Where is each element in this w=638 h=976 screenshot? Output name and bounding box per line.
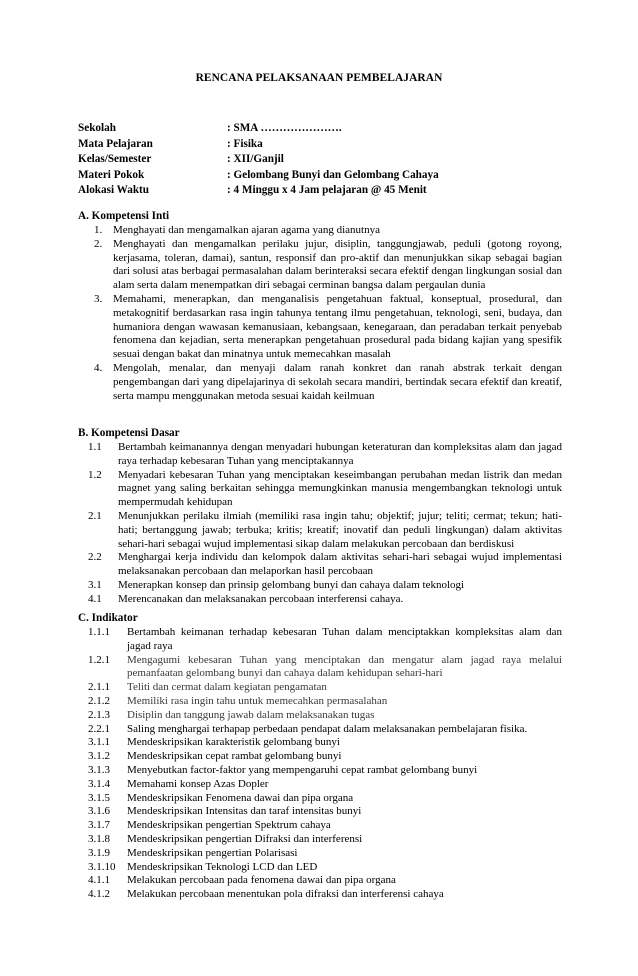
item-number: 1. — [94, 224, 103, 236]
item-number: 3.1.2 — [88, 750, 110, 763]
item-number: 3.1.6 — [88, 805, 110, 818]
item-text: Memahami, menerapkan, dan menganalisis pengetahuan faktual, konseptual, prosedural, dan metakognitif berdasarkan rasa ingin tahunya tentang ilmu pengetahuan, teknologi, seni, budaya, dan humaniora dengan wawasan kemanusiaan, kebangsaan, kenegaraan, dan peradaban terkait penyebab fenomena dan kejadian, serta menerapkan pengetahuan prosedural pada bidang kajian yang spesifik sesuai dengan bakat dan minatnya untuk memecahkan masalah — [113, 292, 562, 361]
section-kompetensi-inti — [78, 209, 562, 403]
meta-value: : Fisika — [227, 137, 263, 150]
list-item — [78, 593, 562, 607]
meta-row-sekolah — [78, 121, 439, 137]
item-number: 3.1.7 — [88, 819, 110, 832]
item-number: 3.1.3 — [88, 763, 110, 776]
list-item — [78, 293, 562, 362]
list-item — [78, 579, 562, 593]
item-text: Mendeskripsikan Intensitas dan taraf intensitas bunyi — [127, 805, 362, 818]
list-item — [78, 510, 562, 551]
list-item — [78, 551, 562, 579]
list-item — [78, 362, 562, 403]
item-text: Teliti dan cermat dalam kegiatan pengamatan — [127, 681, 327, 694]
list-item — [78, 626, 562, 654]
item-text: Menghargai kerja individu dan kelompok dalam aktivitas sehari-hari sebagai wujud implementasi melaksanakan percobaan dan melaporkan hasil percobaan — [118, 551, 562, 578]
item-text: Mendeskripsikan Teknologi LCD dan LED — [127, 860, 318, 873]
meta-value: : SMA …………………. — [227, 122, 342, 134]
item-text: Bertambah keimanan terhadap kebesaran Tuhan dalam menciptakkan kompleksitas alam dan jagad raya — [127, 626, 562, 652]
item-number: 4. — [94, 361, 103, 374]
meta-label: Kelas/Semester — [78, 153, 152, 166]
list-item — [78, 750, 562, 764]
list-item — [78, 861, 562, 875]
item-text: Melakukan percobaan pada fenomena dawai dan pipa organa — [127, 874, 396, 887]
item-number: 4.1.2 — [88, 888, 110, 901]
item-text: Mendeskripsikan karakteristik gelombang bunyi — [127, 736, 340, 749]
item-text: Merencanakan dan melaksanakan percobaan interferensi cahaya. — [118, 592, 404, 605]
meta-value: : 4 Minggu x 4 Jam pelajaran @ 45 Menit — [227, 184, 427, 197]
meta-label: Mata Pelajaran — [78, 137, 153, 150]
item-number: 3.1.4 — [88, 777, 110, 790]
meta-row-materi-pokok — [78, 168, 439, 184]
item-text: Memahami konsep Azas Dopler — [127, 777, 269, 790]
item-number: 1.1.1 — [88, 626, 110, 638]
item-number: 3.1.5 — [88, 791, 110, 804]
item-number: 3. — [94, 292, 103, 305]
item-text: Melakukan percobaan menentukan pola difraksi dan interferensi cahaya — [127, 888, 444, 901]
meta-value: : Gelombang Bunyi dan Gelombang Cahaya — [227, 168, 439, 181]
item-number: 2.2.1 — [88, 722, 110, 735]
identity-table — [78, 121, 439, 199]
item-number: 4.1.1 — [88, 874, 110, 887]
item-number: 3.1.10 — [88, 860, 116, 873]
section-indikator — [78, 611, 562, 902]
item-text: Mengolah, menalar, dan menyaji dalam ranah konkret dan ranah abstrak terkait dengan pengembangan dari yang dipelajarinya di sekolah secara mandiri, bertindak secara efektif dan kreatif, serta mampu menggunakan metoda sesuai kaidah keilmuan — [113, 361, 562, 402]
item-number: 3.1.8 — [88, 832, 110, 845]
item-number: 3.1.1 — [88, 736, 110, 749]
item-number: 2.1.2 — [88, 694, 110, 707]
list-item — [78, 792, 562, 806]
list-item — [78, 819, 562, 833]
item-number: 2. — [94, 237, 103, 250]
ki-list — [78, 224, 562, 403]
item-text: Menunjukkan perilaku ilmiah (memiliki rasa ingin tahu; objektif; jujur; teliti; cermat; tekun; hati-hati; bertanggung jawab; terbuka; kritis; kreatif; inovatif dan peduli lingkungan) dalam aktivitas sehari-hari sebagai wujud implementasi sikap dalam melakukan percobaan dan berdiskusi — [118, 509, 562, 550]
list-item — [78, 469, 562, 510]
item-text: Disiplin dan tanggung jawab dalam melaksanakan tugas — [127, 708, 375, 721]
meta-value: : XII/Ganjil — [227, 153, 284, 166]
item-text: Bertambah keimanannya dengan menyadari hubungan keteraturan dan kompleksitas alam dan jagad raya terhadap kebesaran Tuhan yang menciptakannya — [118, 441, 562, 467]
item-text: Menghayati dan mengamalkan perilaku jujur, disiplin, tanggungjawab, peduli (gotong royong, kerjasama, toleran, damai), santun, responsif dan pro-aktif dan menunjukkan sikap sebagai bagian dari solusi atas berbagai permasalahan dalam berinteraksi secara efektif dengan lingkungan sosial dan alam serta dalam menempatkan diri sebagai cerminan bangsa dalam pergaulan dunia — [113, 237, 562, 292]
section-heading: A. Kompetensi Inti — [78, 210, 170, 222]
item-text: Memiliki rasa ingin tahu untuk memecahkan permasalahan — [127, 694, 388, 707]
item-number: 2.1.3 — [88, 708, 110, 721]
list-item — [78, 709, 562, 723]
section-kompetensi-dasar — [78, 426, 562, 607]
meta-label: Sekolah — [78, 122, 116, 134]
item-text: Mengagumi kebesaran Tuhan yang menciptakan dan mengatur alam jagad raya melalui pemanfaatan gelombang bunyi dan cahaya dalam kehidupan sehari-hari — [127, 653, 562, 680]
item-text: Saling menghargai terhapap perbedaan pendapat dalam melaksanakan pembelajaran fisika. — [127, 722, 528, 735]
list-item — [78, 695, 562, 709]
item-number: 2.1 — [88, 509, 102, 522]
item-text: Menyadari kebesaran Tuhan yang menciptakan keseimbangan perubahan medan listrik dan medan magnet yang saling berkaitan sehingga memungkinkan manusia mengembangkan teknologi untuk mempermudah kehidupan — [118, 468, 562, 509]
list-item — [78, 847, 562, 861]
list-item — [78, 778, 562, 792]
list-item — [78, 833, 562, 847]
item-number: 3.1 — [88, 578, 102, 591]
item-text: Mendeskripsikan pengertian Spektrum cahaya — [127, 819, 331, 832]
list-item — [78, 888, 562, 902]
list-item — [78, 224, 562, 238]
list-item — [78, 681, 562, 695]
meta-row-kelas-semester — [78, 152, 439, 168]
list-item — [78, 805, 562, 819]
item-text: Mendeskripsikan pengertian Polarisasi — [127, 846, 298, 859]
list-item — [78, 441, 562, 469]
item-text: Menghayati dan mengamalkan ajaran agama yang dianutnya — [113, 224, 380, 236]
item-text: Mendeskripsikan cepat rambat gelombang bunyi — [127, 750, 342, 763]
document-title: RENCANA PELAKSANAAN PEMBELAJARAN — [195, 72, 443, 84]
list-item — [78, 874, 562, 888]
meta-row-alokasi-waktu — [78, 183, 439, 199]
list-item — [78, 764, 562, 778]
item-text: Mendeskripsikan pengertian Difraksi dan interferensi — [127, 832, 363, 845]
item-text: Mendeskripsikan Fenomena dawai dan pipa organa — [127, 791, 354, 804]
item-number: 3.1.9 — [88, 846, 110, 859]
list-item — [78, 736, 562, 750]
item-text: Menyebutkan factor-faktor yang mempengaruhi cepat rambat gelombang bunyi — [127, 763, 478, 776]
meta-label: Alokasi Waktu — [78, 184, 149, 197]
list-item — [78, 723, 562, 737]
item-number: 2.1.1 — [88, 681, 110, 694]
section-heading: B. Kompetensi Dasar — [78, 427, 180, 439]
item-number: 1.2 — [88, 468, 102, 481]
item-text: Menerapkan konsep dan prinsip gelombang bunyi dan cahaya dalam teknologi — [118, 578, 465, 591]
item-number: 2.2 — [88, 551, 102, 564]
meta-label: Materi Pokok — [78, 168, 145, 181]
section-heading: C. Indikator — [78, 612, 138, 624]
list-item — [78, 238, 562, 293]
item-number: 1.2.1 — [88, 653, 110, 666]
item-number: 1.1 — [88, 441, 102, 453]
list-item — [78, 654, 562, 682]
meta-row-mata-pelajaran — [78, 137, 439, 153]
item-number: 4.1 — [88, 592, 102, 605]
